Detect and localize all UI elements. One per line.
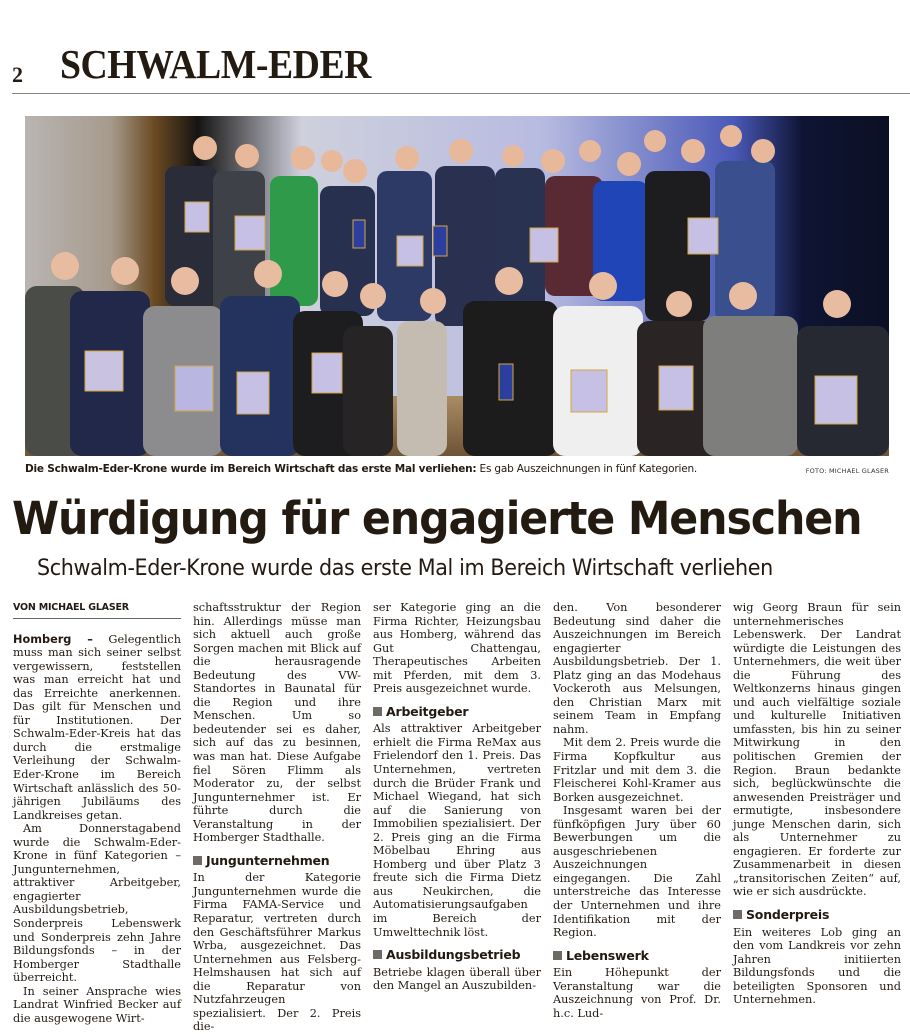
paragraph: den. Von besonderer Bedeutung sind daher die Auszeichnungen im Bereich engagierter Ausbildungsbetrieb. Der 1. Platz ging an das Modehaus Vockeroth aus Melsungen, den Christian Marx mit seinem Team in Empfang nahm. — [553, 601, 721, 736]
article-column-3 — [373, 601, 541, 993]
paragraph: In seiner Ansprache wies Landrat Winfried Becker auf die ausgewogene Wirt- — [13, 984, 181, 1025]
photo-credit: FOTO: MICHAEL GLASER — [805, 467, 889, 475]
paragraph: Betriebe klagen überall über den Mangel an Auszubilden- — [373, 965, 541, 993]
square-bullet-icon — [733, 910, 742, 919]
caption-lead: Die Schwalm-Eder-Krone wurde im Bereich Wirtschaft das erste Mal verliehen: — [25, 463, 477, 475]
subheading-ausbildungsbetrieb: Ausbildungsbetrieb — [373, 948, 541, 962]
paragraph: Ein weiteres Lob ging an den vom Landkreis vor zehn Jahren initiierten Bildungsfonds und die beteiligten Sponsoren und Unternehmen. — [733, 925, 901, 1007]
paragraph: ser Kategorie ging an die Firma Richter, Heizungsbau aus Homberg, während das Gut Chattengau, Therapeutisches Arbeiten mit Pferden, mit dem 3. Preis ausgezeichnet wurde. — [373, 601, 541, 696]
paragraph: Am Donnerstagabend wurde die Schwalm-Eder-Krone in fünf Kategorien – Jungunternehmen, attraktiver Arbeitgeber, engagierter Ausbildungsbetrieb, Sonderpreis Lebenswerk und Sonderpreis zehn Jahre Bildungsfonds – in der Homberger Stadthalle überreicht. — [13, 822, 181, 985]
article-body — [13, 601, 903, 1034]
square-bullet-icon — [193, 856, 202, 865]
paragraph: Insgesamt waren bei der fünfköpfigen Jury über 60 Bewerbungen um die ausgeschriebenen Auszeichnungen eingegangen. Die Zahl unterstreiche das Interesse der Unternehmen und ihre Identifikation mit der Region. — [553, 804, 721, 940]
article-subheadline: Schwalm-Eder-Krone wurde das erste Mal im Bereich Wirtschaft verliehen — [37, 556, 773, 581]
dateline: Homberg – — [13, 632, 93, 646]
article-column-2 — [193, 601, 361, 1034]
byline: VON MICHAEL GLASER — [13, 601, 181, 619]
article-headline: Würdigung für engagierte Menschen — [12, 492, 862, 545]
paragraph: Als attraktiver Arbeitgeber erhielt die Firma ReMax aus Frielendorf den 1. Preis. Das Unternehmen, vertreten durch die Brüder Frank und Michael Wiegand, hat sich auf die Sanierung von Immobilien spezialisiert. Der 2. Preis ging an die Firma Möbelbau Ehring aus Homberg und über Platz 3 freute sich die Firma Dietz aus Neukirchen, die Automatisierungsaufgaben im Bereich der Umwelttechnik löst. — [373, 722, 541, 939]
square-bullet-icon — [373, 950, 382, 959]
photo-caption — [25, 463, 889, 475]
caption-text: Es gab Auszeichnungen in fünf Kategorien. — [476, 463, 698, 475]
subheading-arbeitgeber: Arbeitgeber — [373, 705, 541, 719]
page-header — [12, 40, 910, 92]
subheading-lebenswerk: Lebenswerk — [553, 949, 721, 963]
paragraph: Ein Höhepunkt der Veranstaltung war die Auszeichnung von Prof. Dr. h.c. Lud- — [553, 966, 721, 1020]
paragraph: schaftsstruktur der Region hin. Allerdings müsse man sich aktuell auch große Sorgen machen mit Blick auf die herausragende Bedeutung des VW-Standortes in Baunatal für die Region und ihre Menschen. Um so bedeutender sei es daher, sich auf das zu besinnen, was man hat. Diese Aufgabe fiel Sören Flimm als Moderator zu, der selbst Jungunternehmer ist. Er führte durch die Veranstaltung in der Homberger Stadthalle. — [193, 601, 361, 845]
subheading-jungunternehmen: Jungunternehmen — [193, 854, 361, 868]
paragraph: Mit dem 2. Preis wurde die Firma Kopfkultur aus Fritzlar und mit dem 3. die Fleischerei Kohl-Kramer aus Borken ausgezeichnet. — [553, 736, 721, 804]
paragraph: In der Kategorie Jungunternehmen wurde die Firma FAMA-Service und Reparatur, vertreten durch den Geschäftsführer Markus Wrba, ausgezeichnet. Das Unternehmen aus Felsberg-Helmshausen hat sich auf die Reparatur von Nutzfahrzeugen spezialisiert. Der 2. Preis die- — [193, 871, 361, 1034]
article-column-4 — [553, 601, 721, 1020]
group-photo — [25, 116, 889, 456]
header-divider — [12, 93, 910, 94]
subheading-sonderpreis: Sonderpreis — [733, 908, 901, 922]
paragraph: wig Georg Braun für sein unternehmerisches Lebenswerk. Der Landrat würdigte die Leistungen des Unternehmers, die weit über die Führung des Weltkonzerns hinaus gingen und auch vielfältige soziale und kulturelle Initiativen umfassten, bis hin zu seiner Mitwirkung in den politischen Gremien der Region. Braun bedankte sich, beglückwünschte die anwesenden Preisträger und ermutigte, insbesondere junge Menschen darin, sich als Unternehmer zu engagieren. Er forderte zur Zusammenarbeit in diesen „transitorischen Zeiten“ auf, wie er sich ausdrückte. — [733, 601, 901, 899]
page-number: 2 — [12, 62, 23, 87]
square-bullet-icon — [373, 707, 382, 716]
paragraph: Homberg – Gelegentlich muss man sich seiner selbst vergewissern, feststellen was man erreicht hat und das Erreichte anerkennen. Das gilt für Menschen und für Institutionen. Der Schwalm-Eder-Kreis hat das durch die erstmalige Verleihung der Schwalm-Eder-Krone im Bereich Wirtschaft anlässlich des 50-jährigen Jubiläums des Landkreises getan. — [13, 632, 181, 822]
article-column-5 — [733, 601, 901, 1007]
section-title: SCHWALM-EDER — [60, 41, 371, 87]
article-column-1 — [13, 601, 181, 1025]
square-bullet-icon — [553, 951, 562, 960]
